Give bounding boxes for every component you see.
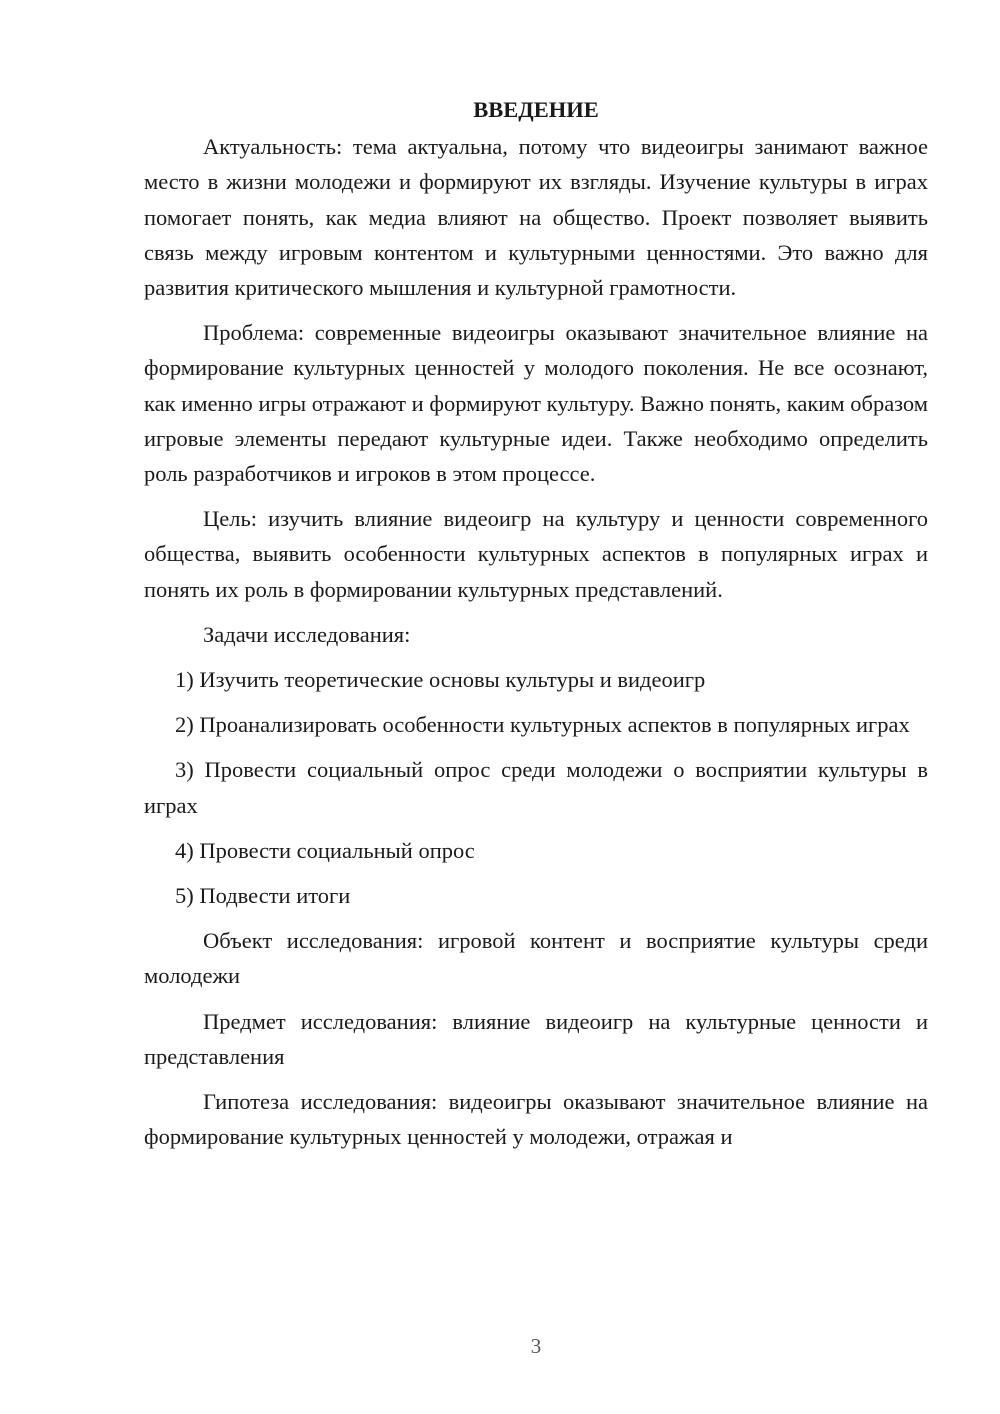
task-item: 1) Изучить теоретические основы культуры и видеоигр: [175, 667, 706, 693]
tasks-title: Задачи исследования:: [203, 621, 411, 647]
problem-paragraph: Проблема: современные видеоигры оказывают значительное влияние на формирование культурных ценностей у молодого поколения. Не все осознают, как именно игры отражают и формируют культуру. Важно понять, каким образом игровые элементы передают культурные идеи. Также необходимо определить роль разработчиков и игроков в этом процессе.: [144, 320, 928, 487]
goal-paragraph: Цель: изучить влияние видеоигр на культуру и ценности современного общества, выявить особенности культурных аспектов в популярных играх и понять их роль в формировании культурных представлений.: [144, 506, 928, 602]
task-item: 2) Проанализировать особенности культурных аспектов в популярных играх: [175, 712, 910, 738]
hypothesis-paragraph: Гипотеза исследования: видеоигры оказывают значительное влияние на формирование культурных ценностей у молодежи, отражая и: [144, 1089, 928, 1150]
task-item: 4) Провести социальный опрос: [175, 837, 475, 863]
task-item: 3) Провести социальный опрос среди молодежи о восприятии культуры в играх: [144, 757, 928, 818]
subject-paragraph: Предмет исследования: влияние видеоигр на культурные ценности и представления: [144, 1008, 928, 1069]
page-content: [144, 92, 928, 1164]
section-heading: ВВЕДЕНИЕ: [473, 97, 599, 122]
relevance-paragraph: Актуальность: тема актуальна, потому что видеоигры занимают важное место в жизни молодежи и формируют их взгляды. Изучение культуры в играх помогает понять, как медиа влияют на общество. Проект позволяет выявить связь между игровым контентом и культурными ценностями. Это важно для развития критического мышления и культурной грамотности.: [144, 134, 928, 301]
page-number: 3: [530, 1334, 542, 1358]
object-paragraph: Объект исследования: игровой контент и восприятие культуры среди молодежи: [144, 928, 928, 989]
task-item: 5) Подвести итоги: [175, 883, 351, 909]
